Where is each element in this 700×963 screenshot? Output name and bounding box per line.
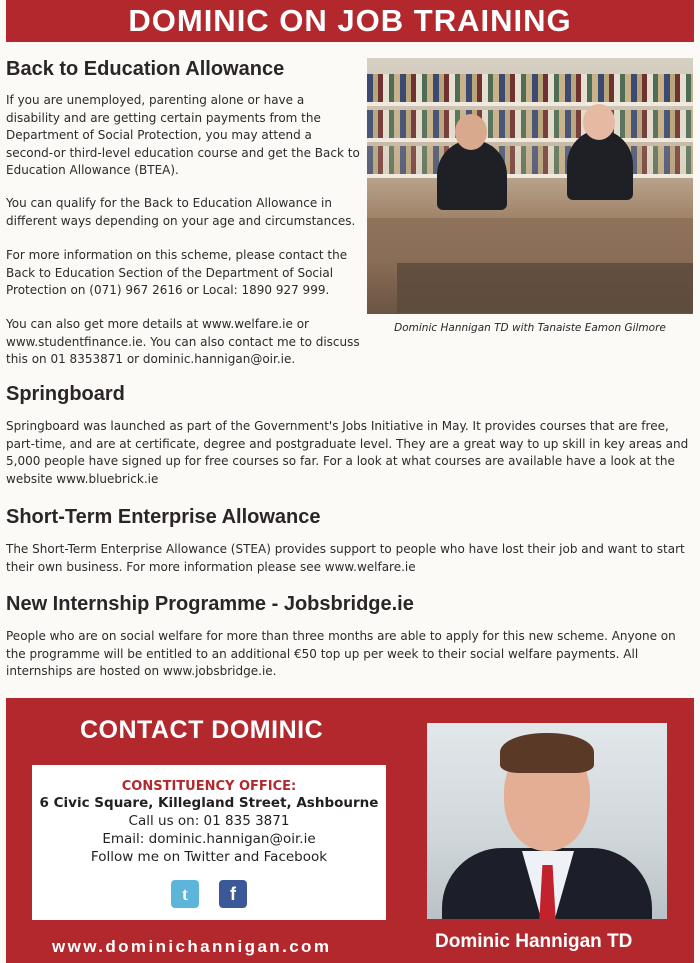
website-link[interactable]: www.dominichannigan.com <box>52 937 332 956</box>
person-left-figure <box>437 140 507 210</box>
office-phone: Call us on: 01 835 3871 <box>128 813 290 829</box>
facebook-icon[interactable]: f <box>219 880 247 908</box>
bte-heading: Back to Education Allowance <box>6 58 285 80</box>
bte-paragraph-1: If you are unemployed, parenting alone or have a disability and are getting certain payments from the Department of Social Protection, you may attend a second-or third-level education course and get the Back to Education Allowance (BTEA). <box>6 93 360 177</box>
photo-library-meeting <box>367 58 693 314</box>
photo-caption: Dominic Hannigan TD with Tanaiste Eamon Gilmore <box>394 322 666 334</box>
contact-title: CONTACT DOMINIC <box>80 716 324 744</box>
bte-paragraph-4: You can also get more details at www.welfare.ie or www.studentfinance.ie. You can also contact me to discuss this on 01 8353871 or dominic.hannigan@oir.ie. <box>6 317 360 366</box>
springboard-heading: Springboard <box>6 383 125 405</box>
springboard-text: Springboard was launched as part of the Government's Jobs Initiative in May. It provides courses that are free, part-time, and are at certificate, degree and postgraduate level. They are a great way to up skill in key areas and 5,000 people have signed up for free courses so far. For a look at what courses are available have a look at the website www.bluebrick.ie <box>6 419 689 486</box>
stea-text: The Short-Term Enterprise Allowance (STEA) provides support to people who have lost their job and want to start their own business. For more information please see www.welfare.ie <box>6 542 685 574</box>
person-left-head <box>455 114 487 150</box>
internship-text: People who are on social welfare for more than three months are able to apply for this new scheme. Anyone on the programme will be entitled to an additional €50 top up per week to their social welfare payments. All internships are hosted on www.jobsbridge.ie. <box>6 629 676 678</box>
bte-paragraph-3: For more information on this scheme, please contact the Back to Education Section of the Department of Social Protection on (071) 967 2616 or Local: 1890 927 999. <box>6 248 348 297</box>
office-label: CONSTITUENCY OFFICE: <box>121 779 297 794</box>
social-icons <box>32 880 386 908</box>
portrait-name: Dominic Hannigan TD <box>435 931 633 952</box>
stea-heading: Short-Term Enterprise Allowance <box>6 506 321 528</box>
contact-info-box <box>32 765 386 920</box>
bte-paragraph-2: You can qualify for the Back to Education Allowance in different ways depending on your age and circumstances. <box>6 196 356 228</box>
portrait-photo <box>427 723 667 919</box>
person-right-head <box>583 104 615 140</box>
person-right-figure <box>567 130 633 200</box>
follow-text: Follow me on Twitter and Facebook <box>90 849 328 865</box>
twitter-icon[interactable]: t <box>171 880 199 908</box>
internship-heading: New Internship Programme - Jobsbridge.ie <box>6 593 414 615</box>
office-address: 6 Civic Square, Killegland Street, Ashbourne <box>39 795 379 811</box>
office-email[interactable]: Email: dominic.hannigan@oir.ie <box>102 831 316 847</box>
page-banner-title: DOMINIC ON JOB TRAINING <box>6 0 694 42</box>
